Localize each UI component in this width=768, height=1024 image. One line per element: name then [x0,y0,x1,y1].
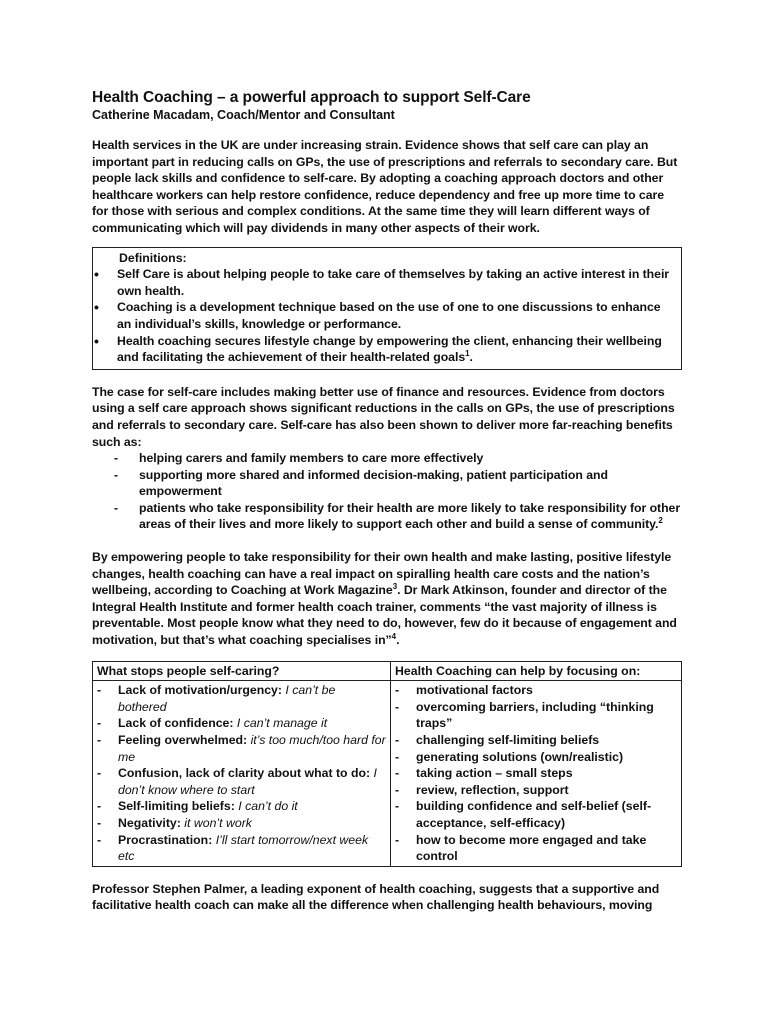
table-cell-right [391,681,682,867]
definitions-title: Definitions: [119,250,187,265]
list-item: - overcoming barriers, including “thinking traps” [395,699,654,731]
definition-item: • Coaching is a development technique based on the use of one to one discussions to enhance an individual’s skills, knowledge or performance. [94,299,661,331]
comparison-table [92,661,682,867]
footnote-ref: 2 [658,516,663,526]
list-item: - Lack of motivation/urgency: I can’t be bothered [97,683,336,714]
definitions-box [92,247,682,370]
bullet-icon: • [94,266,99,283]
bullet-icon: • [94,332,99,349]
barriers-list [97,682,386,865]
benefit-item: - helping carers and family members to care more effectively [114,451,484,466]
closing-paragraph: Professor Stephen Palmer, a leading exponent of health coaching, suggests that a supportive and facilitative health coach can make all the difference when challenging health behaviours, moving [92,881,660,913]
benefit-item: - patients who take responsibility for their health are more likely to take responsibility for other areas of their lives and more likely to support each other and build a sense of community.$^2$ [114,500,681,532]
list-item: - review, reflection, support [395,782,569,797]
list-item: - Confusion, lack of clarity about what to do: I don’t know where to start [97,766,377,797]
list-item: - motivational factors [395,683,533,698]
definition-item: • Self Care is about helping people to take care of themselves by taking an active interest in their own health. [94,266,670,298]
list-item: - how to become more engaged and take control [395,832,647,864]
intro-paragraph: Health services in the UK are under increasing strain. Evidence shows that self care can play an important part in reducing calls on GPs, the use of prescriptions and referrals to secondary care. But people lack skills and confidence to self-care. By adopting a coaching approach doctors and other healthcare workers can help restore confidence, reduce dependency and free up more time to care for those with serious and complex conditions. At the same time they will learn different ways of communicating which will pay dividends in many other aspects of their work. [92,138,678,235]
list-item: - Self-limiting beliefs: I can’t do it [97,799,298,814]
case-paragraph: The case for self-care includes making better use of finance and resources. Evidence from doctors using a self care approach shows significant reductions in the calls on GPs, the use of prescriptions and referrals to secondary care. Self-care has also been shown to deliver more far-reaching benefits such as: [92,384,675,449]
document-title: Health Coaching – a powerful approach to support Self-Care [92,89,531,106]
footnote-ref: 3 [392,582,398,592]
footnote-ref: 1 [465,349,470,359]
benefit-item: - supporting more shared and informed decision-making, patient participation and empowerment [114,467,608,499]
author-line: Catherine Macadam, Coach/Mentor and Consultant [92,108,395,122]
list-item: - taking action – small steps [395,766,573,781]
bullet-icon: • [94,299,99,316]
list-item: - Lack of confidence: I can’t manage it [97,716,328,731]
list-item: - Feeling overwhelmed: it’s too much/too hard for me [97,733,386,764]
list-item: - Negativity: it won’t work [97,815,252,830]
empower-paragraph: By empowering people to take responsibility for their own health and make lasting, positive lifestyle changes, health coaching can have a real impact on spiralling health care costs and the nation’s wellbeing, according to Coaching at Work Magazine$^3$. Dr Mark Atkinson, founder and director of the Integral Health Institute and former health coach trainer, comments “the vast majority of illness is preventable. Most people know what they need to do, however, few do it because of engagement and motivation, but that’s what coaching specialises in”$^4$. [92,550,677,648]
coaching-focus-list [395,682,677,865]
list-item: - Procrastination: I’ll start tomorrow/next week etc [97,832,369,864]
footnote-ref: 4 [391,631,397,641]
list-item: - building confidence and self-belief (self-acceptance, self-efficacy) [395,799,652,830]
list-item: - challenging self-limiting beliefs [395,733,600,747]
table-header-left: What stops people self-caring? [93,661,391,681]
definitions-list [94,266,675,366]
definition-item: • Health coaching secures lifestyle change by empowering the client, enhancing their wellbeing and facilitating the achievement of their health-related goals$^1$. [94,332,662,365]
table-cell-left [93,681,391,867]
document-page [92,88,682,914]
table-header-right: Health Coaching can help by focusing on: [391,661,682,681]
list-item: - generating solutions (own/realistic) [395,749,624,764]
benefits-list [114,450,682,533]
